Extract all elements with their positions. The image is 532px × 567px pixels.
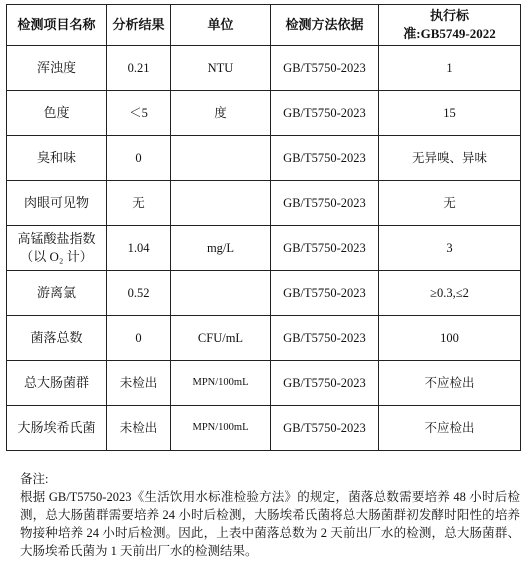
cell-method: GB/T5750-2023 xyxy=(271,271,379,316)
cell-method: GB/T5750-2023 xyxy=(271,406,379,451)
cell-result: 0.52 xyxy=(107,271,171,316)
cell-item: 游离氯 xyxy=(7,271,107,316)
cell-result: 1.04 xyxy=(107,226,171,271)
cell-standard: 不应检出 xyxy=(379,406,521,451)
cell-method: GB/T5750-2023 xyxy=(271,181,379,226)
cell-result: 0 xyxy=(107,136,171,181)
header-standard-line2: 准:GB5749-2022 xyxy=(403,26,496,41)
cell-item: 肉眼可见物 xyxy=(7,181,107,226)
cell-standard: 100 xyxy=(379,316,521,361)
notes-section xyxy=(20,470,520,560)
cell-method: GB/T5750-2023 xyxy=(271,316,379,361)
cell-method: GB/T5750-2023 xyxy=(271,136,379,181)
cell-item xyxy=(7,226,107,271)
header-standard-line1: 执行标 xyxy=(429,8,469,23)
table-row xyxy=(7,406,521,451)
cell-item: 浑浊度 xyxy=(7,46,107,91)
cell-standard: ≥0.3,≤2 xyxy=(379,271,521,316)
cell-unit: mg/L xyxy=(171,226,271,271)
cell-unit xyxy=(171,136,271,181)
notes-body: 根据 GB/T5750-2023《生活饮用水标准检验方法》的规定，菌落总数需要培养 48 小时后检测，总大肠菌群需要培养 24 小时后检测，大肠埃希氏菌将总大肠菌群初发酵时阳性的培养物接种培养 24 小时后检测。因此，上表中菌落总数为 2 天前出厂水的检测，总大肠菌群、大肠埃希氏菌为 1 天前出厂水的检测结果。 xyxy=(20,490,520,558)
water-quality-table xyxy=(6,4,521,451)
header-method: 检测方法依据 xyxy=(271,5,379,46)
cell-unit: NTU xyxy=(171,46,271,91)
cell-item: 菌落总数 xyxy=(7,316,107,361)
cell-method: GB/T5750-2023 xyxy=(271,226,379,271)
table-row xyxy=(7,46,521,91)
cell-result: 未检出 xyxy=(107,361,171,406)
table-row xyxy=(7,226,521,271)
cell-result: 0.21 xyxy=(107,46,171,91)
table-row xyxy=(7,136,521,181)
cell-result: ＜5 xyxy=(107,91,171,136)
header-standard xyxy=(379,5,521,46)
cell-method: GB/T5750-2023 xyxy=(271,46,379,91)
header-result: 分析结果 xyxy=(107,5,171,46)
cell-unit: MPN/100mL xyxy=(171,361,271,406)
cell-item: 总大肠菌群 xyxy=(7,361,107,406)
table-row xyxy=(7,271,521,316)
table-row xyxy=(7,361,521,406)
table-row xyxy=(7,91,521,136)
cell-unit xyxy=(171,181,271,226)
cell-item-line1: 高锰酸盐指数 xyxy=(17,231,96,246)
cell-unit: 度 xyxy=(171,91,271,136)
cell-method: GB/T5750-2023 xyxy=(271,91,379,136)
cell-unit: CFU/mL xyxy=(171,316,271,361)
header-unit: 单位 xyxy=(171,5,271,46)
cell-result: 0 xyxy=(107,316,171,361)
cell-standard: 3 xyxy=(379,226,521,271)
table-row xyxy=(7,316,521,361)
cell-item: 大肠埃希氏菌 xyxy=(7,406,107,451)
cell-result: 无 xyxy=(107,181,171,226)
cell-standard: 1 xyxy=(379,46,521,91)
cell-unit: MPN/100mL xyxy=(171,406,271,451)
cell-result: 未检出 xyxy=(107,406,171,451)
notes-heading: 备注: xyxy=(20,472,49,486)
header-item: 检测项目名称 xyxy=(7,5,107,46)
cell-standard: 不应检出 xyxy=(379,361,521,406)
cell-standard: 无 xyxy=(379,181,521,226)
cell-item: 臭和味 xyxy=(7,136,107,181)
cell-item: 色度 xyxy=(7,91,107,136)
table-header-row xyxy=(7,5,521,46)
table-row xyxy=(7,181,521,226)
cell-standard: 15 xyxy=(379,91,521,136)
cell-unit xyxy=(171,271,271,316)
cell-item-line2: （以 O₂ 计） xyxy=(20,249,93,264)
cell-method: GB/T5750-2023 xyxy=(271,361,379,406)
cell-standard: 无异嗅、异味 xyxy=(379,136,521,181)
